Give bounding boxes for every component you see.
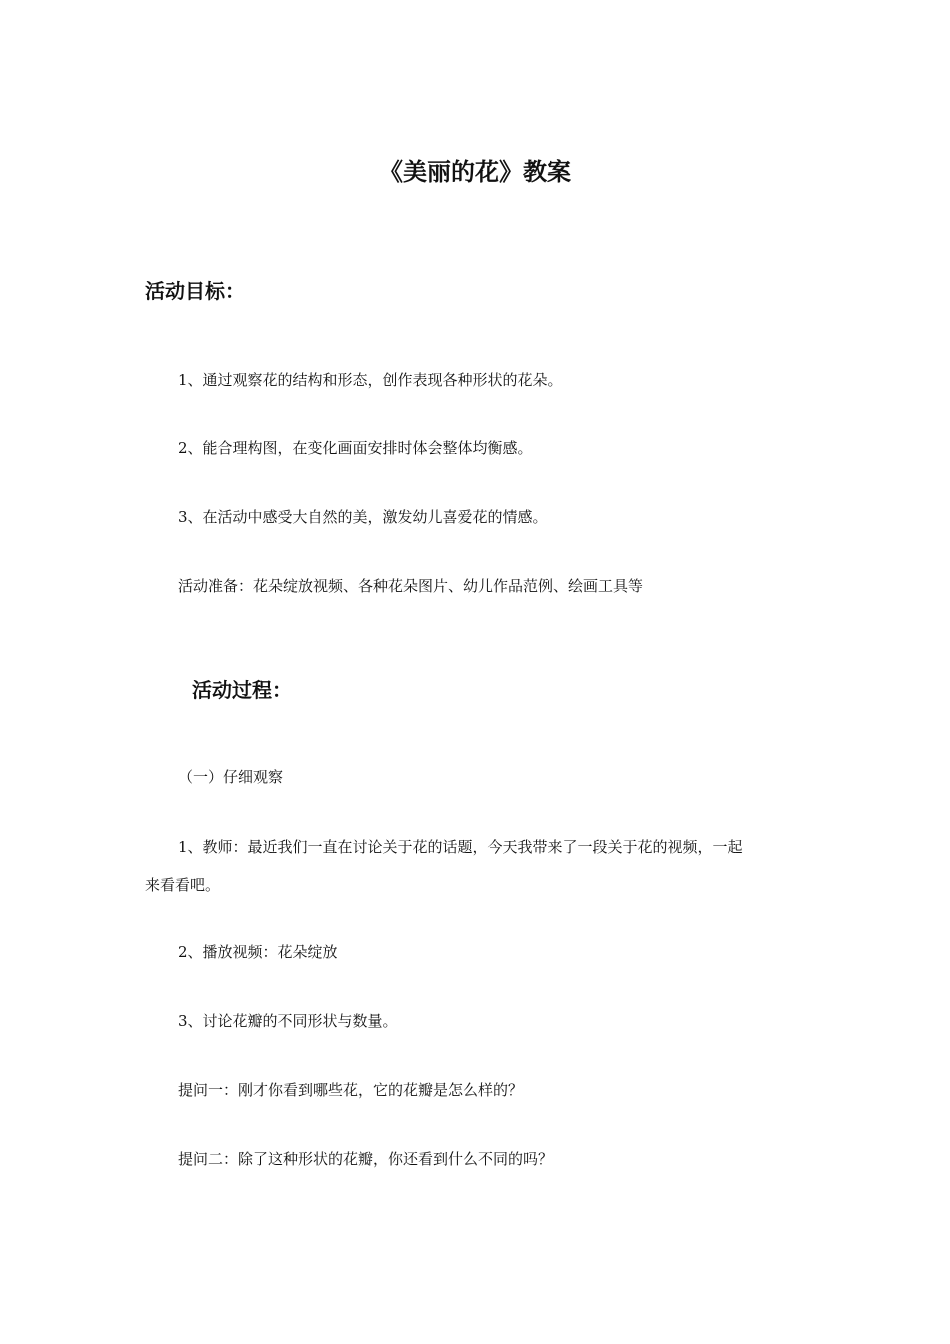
- step-text: 3、讨论花瓣的不同形状与数量。: [178, 1012, 398, 1030]
- question-text: 提问二：除了这种形状的花瓣，你还看到什么不同的吗？: [178, 1150, 554, 1168]
- document-title: 《美丽的花》教案: [379, 158, 571, 186]
- preparation-text: 活动准备：花朵绽放视频、各种花朵图片、幼儿作品范例、绘画工具等: [178, 577, 644, 595]
- goal-item: 3、在活动中感受大自然的美，激发幼儿喜爱花的情感。: [178, 508, 548, 526]
- step-text: 2、播放视频：花朵绽放: [178, 943, 338, 961]
- step-text-continued: 来看看吧。: [145, 876, 221, 894]
- step-text: 1、教师：最近我们一直在讨论关于花的话题，今天我带来了一段关于花的视频，一起: [178, 838, 743, 856]
- process-heading: 活动过程：: [192, 678, 292, 702]
- goal-item: 1、通过观察花的结构和形态，创作表现各种形状的花朵。: [178, 371, 563, 389]
- goals-heading: 活动目标：: [145, 279, 245, 303]
- section-title: （一）仔细观察: [178, 768, 284, 786]
- goal-item: 2、能合理构图，在变化画面安排时体会整体均衡感。: [178, 439, 533, 457]
- question-text: 提问一：刚才你看到哪些花，它的花瓣是怎么样的？: [178, 1081, 524, 1099]
